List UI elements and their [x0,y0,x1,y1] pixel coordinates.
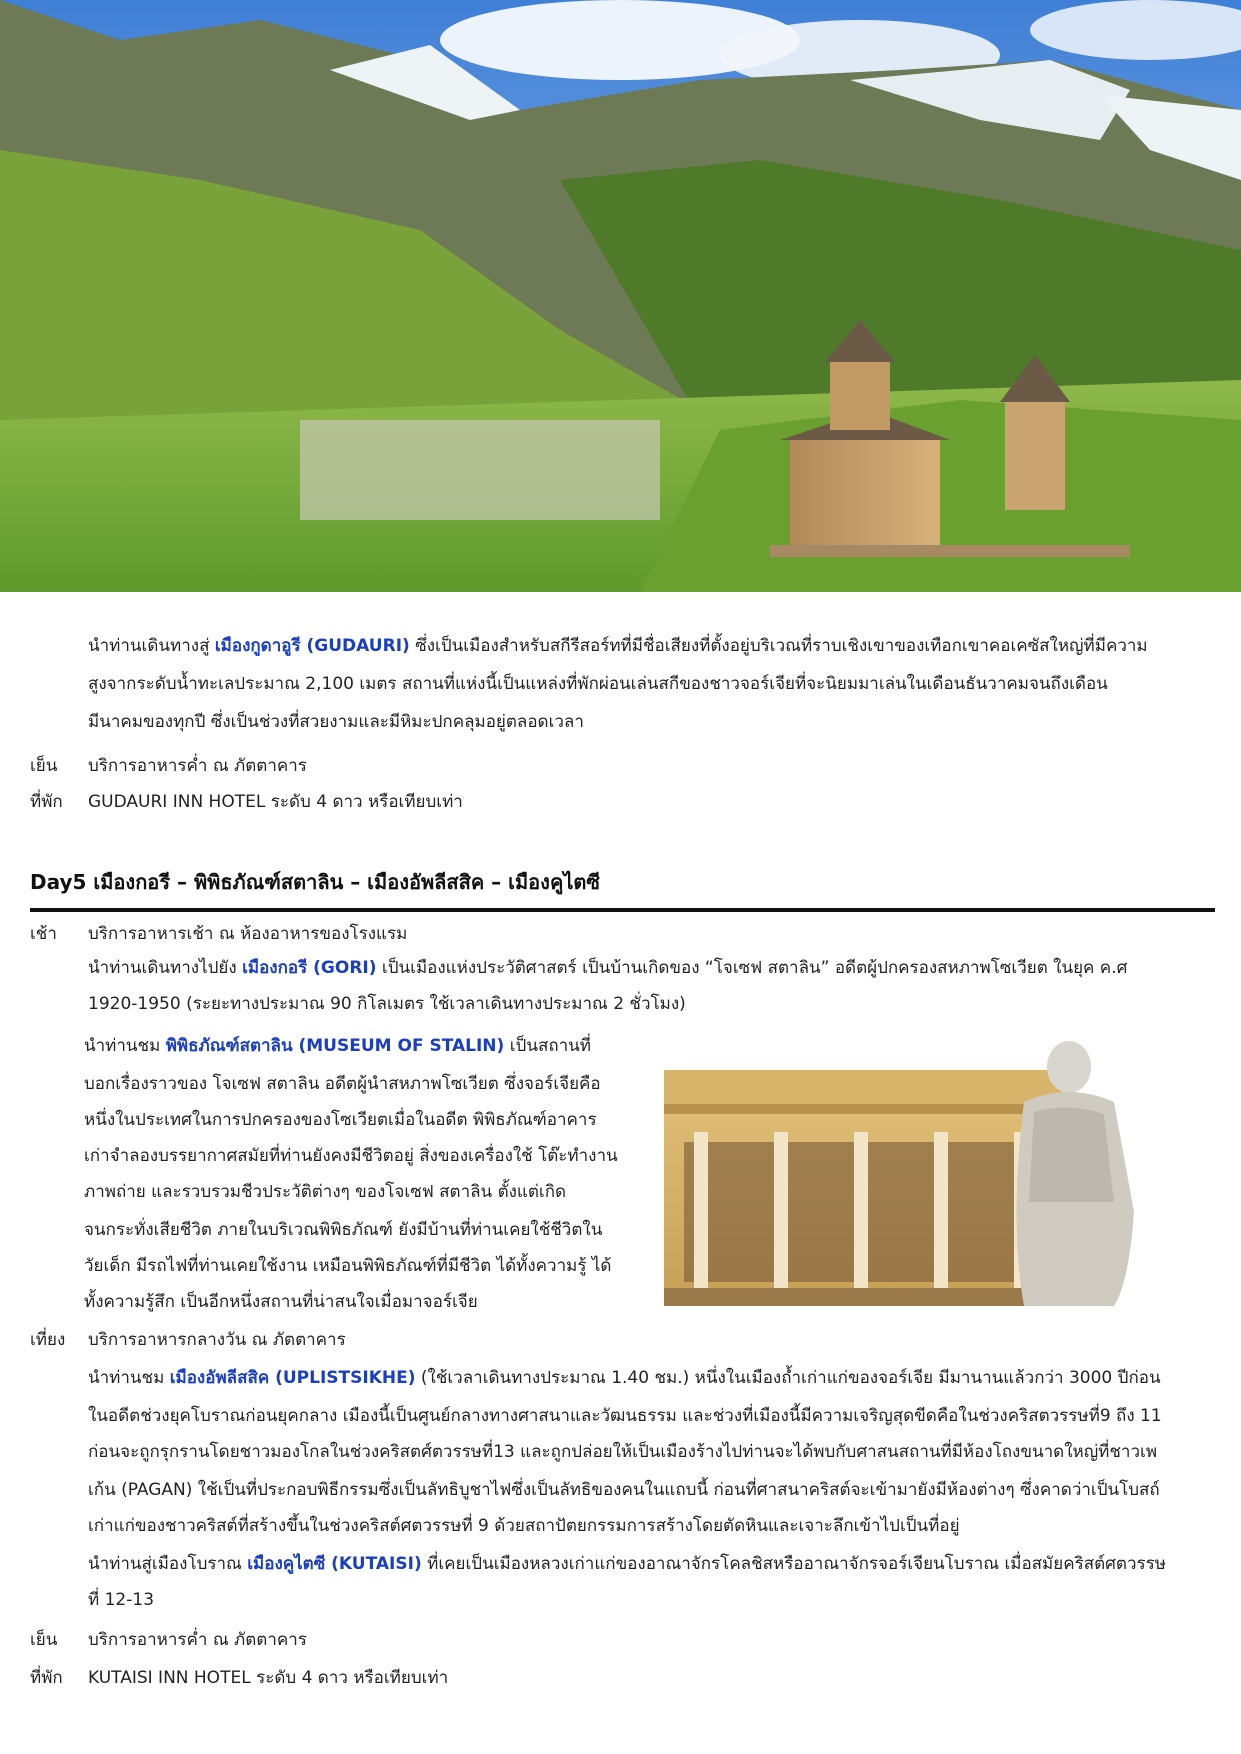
day5-title: Day5 เมืองกอรี – พิพิธภัณฑ์สตาลิน – เมืองอัพลีสสิค – เมืองคูไตซี [30,870,600,894]
hotel-text: GUDAURI INN HOTEL ระดับ 4 ดาว หรือเทียบเท่า [88,792,463,812]
museum-intro-text: นำท่านชม [84,1036,166,1056]
gudauri-paragraph-line2: สูงจากระดับน้ำทะเลประมาณ 2,100 เมตร สถานที่แห่งนี้เป็นแหล่งที่พักผ่อนเล่นสกีของชาวจอร์เจียที่จะนิยมมาเล่นในเดือนธันวาคมจนถึงเดือน [88,674,1108,694]
meal-text: บริการอาหารค่ำ ณ ภัตตาคาร [88,756,307,776]
day5-divider [30,908,1215,912]
meal-text: บริการอาหารเช้า ณ ห้องอาหารของโรงแรม [88,924,408,944]
upl-intro-text: นำท่านชม [88,1368,170,1388]
gudauri-paragraph-line1 [88,628,1210,664]
day5-dinner-row [30,1622,1220,1658]
hotel-label: ที่พัก [30,1668,63,1688]
gudauri-dinner-row [30,748,1220,784]
kut-place-name: เมืองคูไตซี (KUTAISI) [247,1554,422,1574]
kut-desc-text: ที่เคยเป็นเมืองหลวงเก่าแก่ของอาณาจักรโคลชิสหรืออาณาจักรจอร์เจียนโบราณ เมื่อสมัยคริสต์ศตวรรษ [421,1554,1166,1574]
upl-line: เก้น (PAGAN) ใช้เป็นที่ประกอบพิธีกรรมซึ่งเป็นลัทธิบูชาไฟซึ่งเป็นลัทธิของคนในแถบนี้ ก่อนที่ศาสนาคริสต์จะเข้ามายังมีห้องต่างๆ ซึ่งคาดว่าเป็นโบสถ์ [88,1480,1160,1500]
gori-desc-text: เป็นเมืองแห่งประวัติศาสตร์ เป็นบ้านเกิดของ “โจเซฟ สตาลิน” อดีตผู้ปกครองสหภาพโซเวียต ในยุค ค.ศ [376,958,1128,978]
museum-line: หนึ่งในประเทศในการปกครองของโซเวียตเมื่อในอดีต พิพิธภัณฑ์อาคาร [84,1110,597,1130]
meal-label: เย็น [30,756,58,776]
gudauri-hotel-row [30,784,1220,820]
kutaisi-paragraph-line2: ที่ 12-13 [88,1590,155,1610]
day5-lunch-row [30,1322,1220,1358]
museum-line: ทั้งความรู้สึก เป็นอีกหนึ่งสถานที่น่าสนใจเมื่อมาจอร์เจีย [84,1292,478,1312]
day5-hotel-row [30,1660,1220,1696]
upl-line: ในอดีตช่วงยุคโบราณก่อนยุคกลาง เมืองนี้เป็นศูนย์กลางทางศาสนาและวัฒนธรรม และช่วงที่เมืองนี้มีความเจริญสุดขีดคือในช่วงคริสตวรรษที่9 ถึง 11 [88,1406,1162,1426]
museum-photo [664,1022,1174,1306]
kut-intro-text: นำท่านสู่เมืองโบราณ [88,1554,248,1574]
meal-text: บริการอาหารค่ำ ณ ภัตตาคาร [88,1630,307,1650]
museum-place-name: พิพิธภัณฑ์สตาลิน (MUSEUM OF STALIN) [165,1036,505,1056]
meal-label: เช้า [30,924,57,944]
museum-line: บอกเรื่องราวของ โจเซฟ สตาลิน อดีตผู้นำสหภาพโซเวียต ซึ่งจอร์เจียคือ [84,1074,601,1094]
hero-photo [0,0,1241,592]
museum-line: จนกระทั่งเสียชีวิต ภายในบริเวณพิพิธภัณฑ์ ยังมีบ้านที่ท่านเคยใช้ชีวิตใน [84,1220,603,1240]
museum-paragraph-line1 [84,1028,654,1064]
day5-breakfast-row [30,916,1220,952]
gergeti-church-landscape-icon [0,0,1241,592]
upl-line: เก่าแก่ของชาวคริสต์ที่สร้างขึ้นในช่วงคริสต์ศตวรรษที่ 9 ด้วยสถาปัตยกรรมการสร้างโดยตัดหินและเจาะลึกเข้าไปเป็นที่อยู่ [88,1516,960,1536]
upl-place-name: เมืองอัพลีสสิค (UPLISTSIKHE) [169,1368,416,1388]
uplistsikhe-paragraph-line1 [88,1360,1210,1396]
stalin-museum-statue-icon [664,1022,1174,1306]
museum-desc-text: เป็นสถานที่ [504,1036,591,1056]
museum-line: วัยเด็ก มีรถไฟที่ท่านเคยใช้งาน เหมือนพิพิธภัณฑ์ที่มีชีวิต ได้ทั้งความรู้ ได้ [84,1256,612,1276]
gudauri-intro-text: นำท่านเดินทางสู่ [88,636,215,656]
museum-line: ภาพถ่าย และรวบรวมชีวประวัติต่างๆ ของโจเซฟ สตาลิน ตั้งแต่เกิด [84,1182,567,1202]
gori-intro-text: นำท่านเดินทางไปยัง [88,958,243,978]
gudauri-desc-text: ซึ่งเป็นเมืองสำหรับสกีรีสอร์ทที่มีชื่อเสียงที่ตั้งอยู่บริเวณที่ราบเชิงเขาของเทือกเขาคอเคซัสใหญ่ที่มีความ [409,636,1148,656]
hotel-label: ที่พัก [30,792,63,812]
gori-place-name: เมืองกอรี (GORI) [242,958,377,978]
kutaisi-paragraph-line1 [88,1546,1210,1582]
hotel-text: KUTAISI INN HOTEL ระดับ 4 ดาว หรือเทียบเท่า [88,1668,449,1688]
museum-line: เก่าจำลองบรรยากาศสมัยที่ท่านยังคงมีชีวิตอยู่ สิ่งของเครื่องใช้ โต๊ะทำงาน [84,1146,618,1166]
gudauri-place-name: เมืองกูดาอูรี (GUDAURI) [214,636,410,656]
meal-label: เที่ยง [30,1330,66,1350]
upl-desc-text: (ใช้เวลาเดินทางประมาณ 1.40 ชม.) หนึ่งในเมืองถ้ำเก่าแก่ของจอร์เจีย มีมานานแล้วกว่า 3000 ปีก่อน [415,1368,1161,1388]
gori-paragraph-line2: 1920-1950 (ระยะทางประมาณ 90 กิโลเมตร ใช้เวลาเดินทางประมาณ 2 ชั่วโมง) [88,994,686,1014]
gudauri-paragraph-line3: มีนาคมของทุกปี ซึ่งเป็นช่วงที่สวยงามและมีหิมะปกคลุมอยู่ตลอดเวลา [88,712,584,732]
meal-label: เย็น [30,1630,58,1650]
meal-text: บริการอาหารกลางวัน ณ ภัตตาคาร [88,1330,346,1350]
upl-line: ก่อนจะถูกรุกรานโดยชาวมองโกลในช่วงคริสตศ์ตวรรษที่13 และถูกปล่อยให้เป็นเมืองร้างไปท่านจะได้พบกับศาสนสถานที่มีห้องโถงขนาดใหญ่ที่ชาวเพ [88,1442,1158,1462]
gori-paragraph-line1 [88,950,1210,986]
